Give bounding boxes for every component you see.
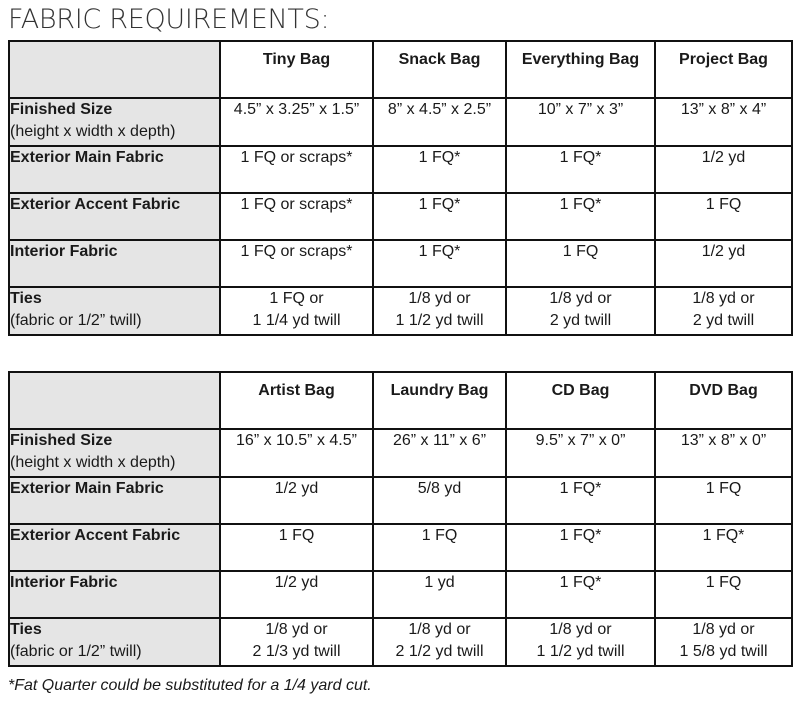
table-row: [9, 193, 792, 240]
table-cell: [373, 193, 506, 240]
table-cell: [655, 429, 792, 477]
cell-text: 1 FQ*: [418, 196, 461, 213]
table-cell: [506, 429, 655, 477]
table-cell: [373, 524, 506, 571]
table-cell: [220, 193, 373, 240]
corner-cell: [9, 372, 220, 429]
row-sublabel: (height x width x depth): [10, 123, 176, 140]
cell-text: 1 1/2 yd twill: [536, 643, 625, 660]
header-row: [9, 41, 792, 98]
cell-text: 1 5/8 yd twill: [679, 643, 768, 660]
cell-text: 1 FQ: [705, 196, 742, 213]
table-row: [9, 98, 792, 146]
cell-text: 1 FQ*: [418, 243, 461, 260]
cell-text: 13” x 8” x 4”: [680, 101, 767, 118]
table-cell: [220, 240, 373, 287]
cell-text: 1 FQ: [705, 574, 742, 591]
cell-text: 1 FQ*: [559, 574, 602, 591]
row-label: Finished Size: [10, 101, 113, 118]
cell-text: 2 yd twill: [549, 312, 612, 329]
column-header: Tiny Bag: [220, 41, 373, 98]
cell-text: 1 FQ*: [559, 149, 602, 166]
table-cell: [220, 618, 373, 666]
table-cell: [506, 477, 655, 524]
row-header: [9, 146, 220, 193]
table-cell: [506, 146, 655, 193]
table-cell: [655, 193, 792, 240]
cell-text: 1 FQ: [705, 480, 742, 497]
table-cell: [373, 240, 506, 287]
cell-text: 1/8 yd or: [692, 621, 755, 638]
column-header: Project Bag: [655, 41, 792, 98]
cell-text: 1/2 yd: [701, 149, 746, 166]
row-header: [9, 240, 220, 287]
row-header: [9, 477, 220, 524]
table-cell: [373, 477, 506, 524]
row-sublabel: (fabric or 1/2” twill): [10, 312, 142, 329]
cell-text: 1 FQ*: [559, 196, 602, 213]
cell-text: 1 yd: [424, 574, 455, 591]
cell-text: 1/8 yd or: [408, 290, 471, 307]
corner-cell: [9, 41, 220, 98]
table-cell: [373, 287, 506, 335]
cell-text: 1 FQ or scraps*: [240, 196, 353, 213]
cell-text: 1 FQ: [421, 527, 458, 544]
table-row: [9, 429, 792, 477]
row-header: [9, 287, 220, 335]
cell-text: 1/8 yd or: [549, 290, 612, 307]
row-label: Exterior Accent Fabric: [10, 196, 181, 213]
cell-text: 1/8 yd or: [265, 621, 328, 638]
table-cell: [220, 571, 373, 618]
row-label: Interior Fabric: [10, 574, 118, 591]
table-cell: [373, 146, 506, 193]
table-cell: [220, 429, 373, 477]
cell-text: 13” x 8” x 0”: [680, 432, 767, 449]
cell-text: 1 FQ: [562, 243, 599, 260]
cell-text: 1/8 yd or: [692, 290, 755, 307]
cell-text: 1 1/4 yd twill: [252, 312, 341, 329]
cell-text: 2 1/2 yd twill: [395, 643, 484, 660]
table-cell: [220, 287, 373, 335]
cell-text: 2 1/3 yd twill: [252, 643, 341, 660]
table-cell: [373, 571, 506, 618]
cell-text: 5/8 yd: [417, 480, 462, 497]
table-cell: [506, 240, 655, 287]
table-row: [9, 571, 792, 618]
row-label: Ties: [10, 621, 42, 638]
column-header: CD Bag: [506, 372, 655, 429]
table-cell: [373, 98, 506, 146]
table-cell: [373, 429, 506, 477]
row-header: [9, 618, 220, 666]
row-header: [9, 524, 220, 571]
cell-text: 1/2 yd: [701, 243, 746, 260]
cell-text: 1 FQ*: [702, 527, 745, 544]
row-label: Interior Fabric: [10, 243, 118, 260]
cell-text: 10” x 7” x 3”: [537, 101, 624, 118]
cell-text: 8” x 4.5” x 2.5”: [387, 101, 492, 118]
row-label: Exterior Main Fabric: [10, 149, 164, 166]
cell-text: 1 FQ*: [559, 527, 602, 544]
cell-text: 1 FQ or: [269, 290, 324, 307]
row-header: [9, 429, 220, 477]
row-header: [9, 571, 220, 618]
cell-text: 1 FQ or scraps*: [240, 149, 353, 166]
table-row: [9, 240, 792, 287]
table-cell: [506, 287, 655, 335]
fabric-table-2: [8, 371, 793, 667]
row-label: Ties: [10, 290, 42, 307]
table-row: [9, 146, 792, 193]
cell-text: 1/2 yd: [274, 480, 319, 497]
row-header: [9, 98, 220, 146]
cell-text: 4.5” x 3.25” x 1.5”: [233, 101, 360, 118]
column-header: Snack Bag: [373, 41, 506, 98]
row-sublabel: (fabric or 1/2” twill): [10, 643, 142, 660]
cell-text: 26” x 11” x 6”: [392, 432, 487, 449]
cell-text: 1 FQ: [278, 527, 315, 544]
cell-text: 1 FQ*: [559, 480, 602, 497]
table-cell: [220, 146, 373, 193]
row-label: Exterior Accent Fabric: [10, 527, 181, 544]
table-row: [9, 524, 792, 571]
footnote: *Fat Quarter could be substituted for a 1/4 yard cut.: [8, 677, 372, 694]
table-cell: [506, 571, 655, 618]
cell-text: 16” x 10.5” x 4.5”: [236, 432, 357, 449]
cell-text: 1 FQ*: [418, 149, 461, 166]
table-cell: [506, 98, 655, 146]
table-cell: [506, 193, 655, 240]
column-header: Artist Bag: [220, 372, 373, 429]
table-cell: [220, 524, 373, 571]
table-cell: [655, 571, 792, 618]
table-cell: [220, 98, 373, 146]
cell-text: 2 yd twill: [692, 312, 755, 329]
cell-text: 1/8 yd or: [549, 621, 612, 638]
cell-text: 1 1/2 yd twill: [395, 312, 484, 329]
table-cell: [655, 618, 792, 666]
table-cell: [655, 524, 792, 571]
cell-text: 9.5” x 7” x 0”: [535, 432, 626, 449]
fabric-table-1: [8, 40, 793, 336]
table-cell: [655, 146, 792, 193]
table-cell: [655, 98, 792, 146]
header-row: [9, 372, 792, 429]
table-cell: [506, 524, 655, 571]
table-cell: [655, 240, 792, 287]
table-cell: [655, 287, 792, 335]
cell-text: 1/8 yd or: [408, 621, 471, 638]
row-label: Exterior Main Fabric: [10, 480, 164, 497]
page-title: FABRIC REQUIREMENTS:: [8, 4, 330, 35]
cell-text: 1/2 yd: [274, 574, 319, 591]
row-label: Finished Size: [10, 432, 113, 449]
cell-text: 1 FQ or scraps*: [240, 243, 353, 260]
table-row: [9, 287, 792, 335]
table-row: [9, 477, 792, 524]
table-row: [9, 618, 792, 666]
table-cell: [655, 477, 792, 524]
column-header: DVD Bag: [655, 372, 792, 429]
table-cell: [506, 618, 655, 666]
table-cell: [373, 618, 506, 666]
table-cell: [220, 477, 373, 524]
row-header: [9, 193, 220, 240]
column-header: Laundry Bag: [373, 372, 506, 429]
column-header: Everything Bag: [506, 41, 655, 98]
row-sublabel: (height x width x depth): [10, 454, 176, 471]
